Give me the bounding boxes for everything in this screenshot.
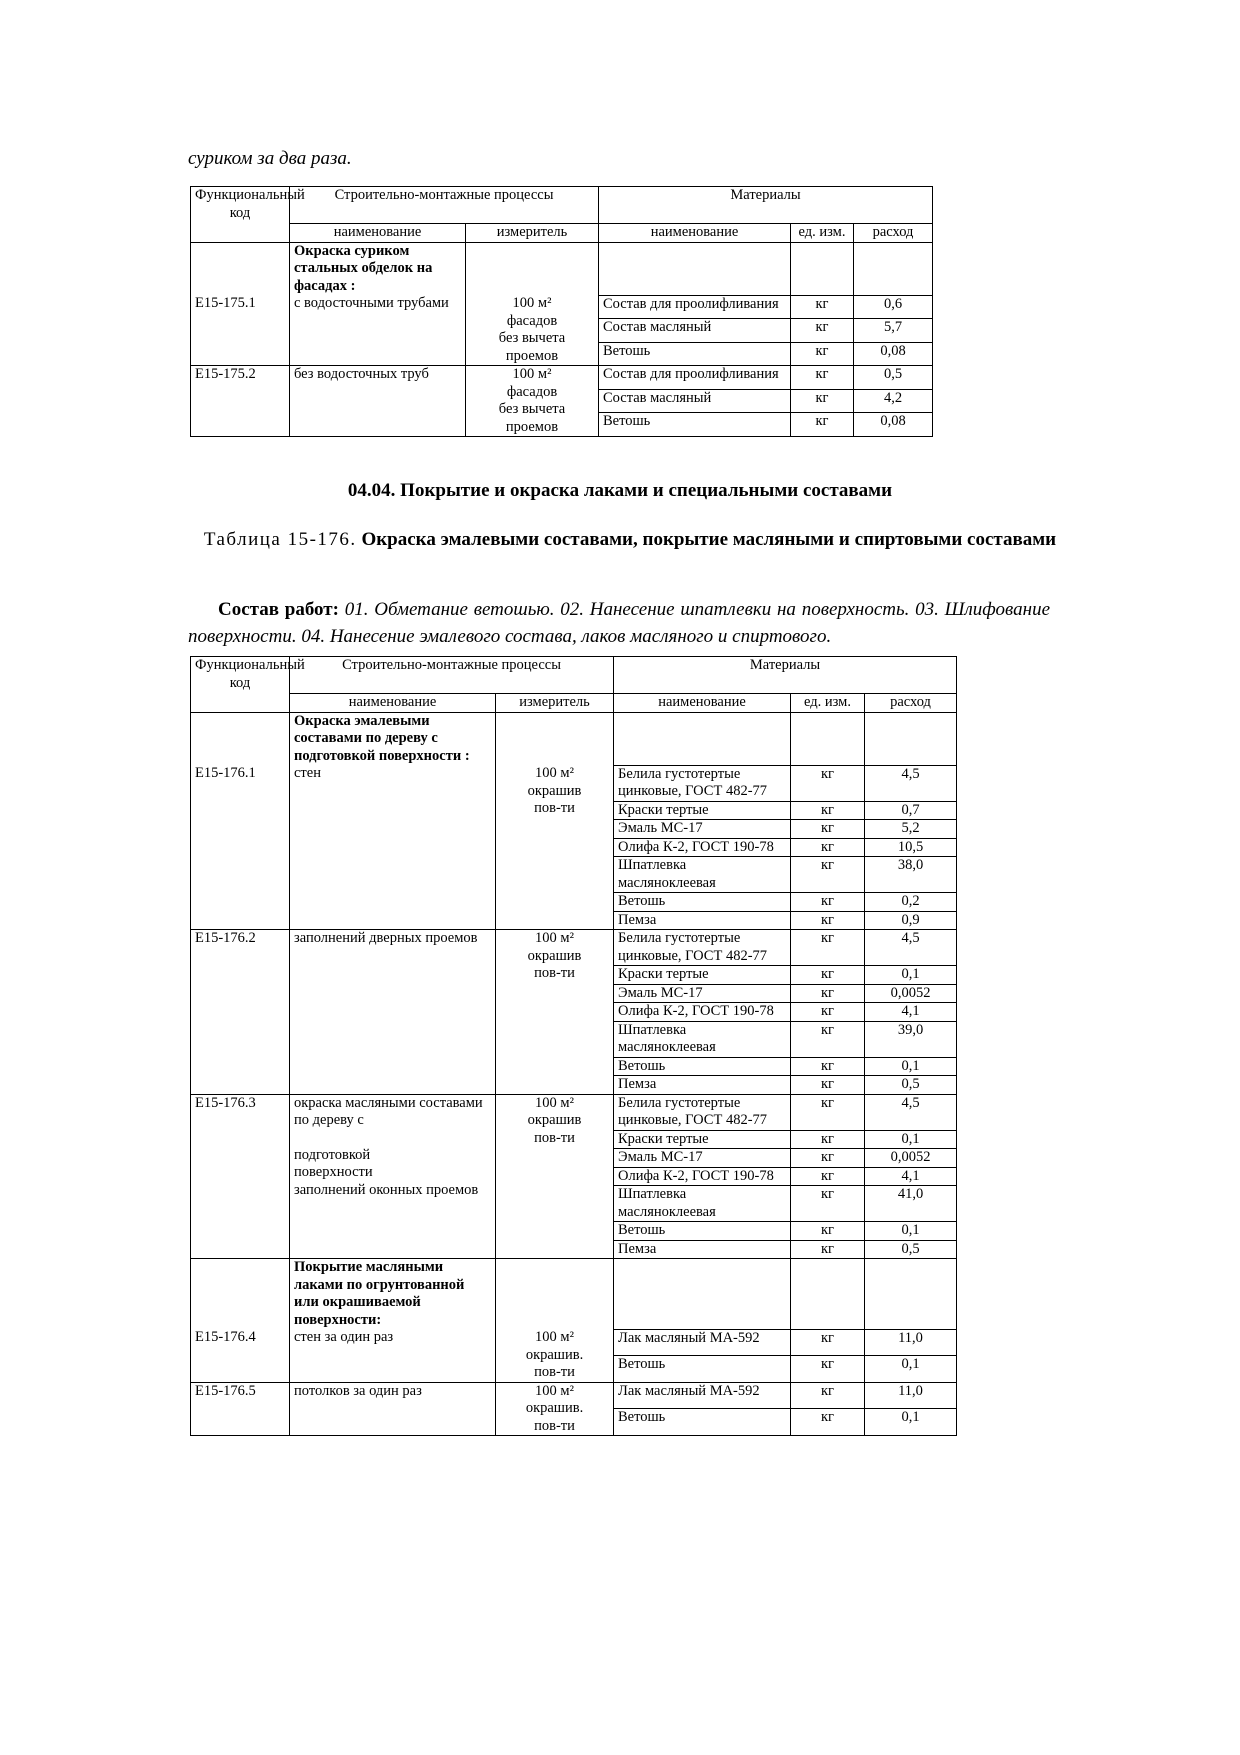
header-usage: расход [865, 694, 957, 713]
table-body [191, 242, 933, 437]
header-name: наименование [290, 224, 466, 243]
table-row-title [191, 242, 933, 295]
table-15-175 [190, 186, 933, 437]
unit-cell [791, 1259, 865, 1330]
code-cell: Е15-176.3 [191, 1094, 290, 1259]
meter-line: окрашив [527, 947, 582, 964]
table-row-title [191, 1259, 957, 1330]
header-unit: ед. изм. [791, 694, 865, 713]
usage-cell: 4,5 [865, 765, 957, 801]
unit-cell [791, 242, 854, 295]
unit-cell: кг [791, 1240, 865, 1259]
unit-cell: кг [791, 893, 865, 912]
process-name: окраска масляными составами по дереву с [294, 1094, 483, 1128]
meter-line: окрашив. [525, 1400, 584, 1416]
usage-cell: 0,5 [865, 1240, 957, 1259]
group-title: Окраска эмалевыми составами по дереву с подготовкой поверхности : [294, 712, 470, 764]
unit-cell: кг [791, 857, 865, 893]
material-name-cell: Олифа К-2, ГОСТ 190-78 [614, 838, 791, 857]
meter-line: без вычета [498, 401, 566, 417]
table-title-name: Окраска эмалевыми составами, покрытие масляными и спиртовыми составами [361, 529, 1057, 550]
table-row [191, 1329, 957, 1356]
material-name-cell: Состав масляный [599, 319, 791, 343]
usage-cell: 0,9 [865, 911, 957, 930]
material-name-cell: Ветошь [614, 1222, 791, 1241]
unit-cell: кг [791, 366, 854, 390]
material-name-cell [614, 1259, 791, 1330]
unit-cell: кг [791, 930, 865, 966]
material-name-cell: Краски тертые [614, 1130, 791, 1149]
unit-cell: кг [791, 801, 865, 820]
meter-line: окрашив. [525, 1346, 584, 1363]
meter-line: проемов [505, 418, 559, 435]
unit-cell: кг [791, 911, 865, 930]
unit-cell: кг [791, 1076, 865, 1095]
process-name-cell [290, 366, 466, 437]
code-cell: Е15-175.2 [191, 366, 290, 437]
usage-cell: 0,0052 [865, 984, 957, 1003]
header-code: Функциональный код [191, 657, 290, 713]
usage-cell: 39,0 [865, 1021, 957, 1057]
unit-cell: кг [791, 1003, 865, 1022]
meter-line: окрашив [527, 782, 582, 799]
material-name-cell: Олифа К-2, ГОСТ 190-78 [614, 1003, 791, 1022]
table-title-prefix: Таблица 15-176. [203, 529, 357, 550]
usage-cell: 41,0 [865, 1186, 957, 1222]
unit-cell: кг [791, 1149, 865, 1168]
header-usage: расход [854, 224, 933, 243]
meter-line: пов-ти [534, 800, 575, 816]
usage-cell: 0,2 [865, 893, 957, 912]
meter-cell [496, 712, 614, 765]
meter-cell [496, 1094, 614, 1259]
table-row [191, 930, 957, 966]
unit-cell: кг [791, 765, 865, 801]
unit-cell: кг [791, 820, 865, 839]
code-cell: Е15-176.5 [191, 1382, 290, 1436]
process-name: заполнений дверных проемов [294, 930, 478, 946]
material-name-cell [599, 242, 791, 295]
material-name-cell: Шпатлевка масляноклеевая [614, 857, 791, 893]
code-cell: Е15-175.1 [191, 295, 290, 366]
unit-cell: кг [791, 1094, 865, 1130]
material-name-cell: Белила густотертые цинковые, ГОСТ 482-77 [614, 930, 791, 966]
process-name: без водосточных труб [294, 366, 429, 382]
unit-cell: кг [791, 295, 854, 319]
unit-cell: кг [791, 1222, 865, 1241]
process-name-extra: подготовкой [294, 1146, 371, 1163]
intro-text: суриком за два раза. [188, 148, 352, 169]
header-name: наименование [290, 694, 496, 713]
meter-cell [466, 242, 599, 295]
unit-cell: кг [791, 1021, 865, 1057]
material-name-cell: Пемза [614, 1076, 791, 1095]
table-row [191, 295, 933, 319]
work-composition [188, 596, 1050, 650]
usage-cell: 4,1 [865, 1167, 957, 1186]
process-name-cell [290, 1382, 496, 1436]
material-name-cell: Состав для проолифливания [599, 366, 791, 390]
unit-cell: кг [791, 1382, 865, 1409]
material-name-cell: Ветошь [614, 1057, 791, 1076]
unit-cell: кг [791, 838, 865, 857]
code-cell: Е15-176.1 [191, 765, 290, 930]
usage-cell: 4,1 [865, 1003, 957, 1022]
material-name-cell [614, 712, 791, 765]
meter-line: фасадов [506, 383, 558, 400]
meter-line: 100 м² [512, 366, 552, 382]
material-name-cell: Шпатлевка масляноклеевая [614, 1021, 791, 1057]
meter-cell [496, 930, 614, 1095]
unit-cell [791, 712, 865, 765]
unit-cell: кг [791, 389, 854, 413]
usage-cell: 5,7 [854, 319, 933, 343]
usage-cell: 0,7 [865, 801, 957, 820]
header-materials: Материалы [599, 187, 933, 224]
unit-cell: кг [791, 1057, 865, 1076]
group-title-cell [290, 242, 466, 295]
usage-cell: 0,5 [854, 366, 933, 390]
group-title: Покрытие масляными лаками по огрунтованной или окрашиваемой поверхности: [294, 1259, 465, 1328]
group-title: Окраска суриком стальных обделок на фасадах : [294, 242, 433, 294]
process-name: стен [294, 765, 321, 781]
meter-line: пов-ти [534, 1364, 575, 1380]
meter-cell [466, 295, 599, 366]
usage-cell: 0,1 [865, 1409, 957, 1436]
header-materials: Материалы [614, 657, 957, 694]
material-name-cell: Ветошь [599, 342, 791, 366]
header-meter: измеритель [466, 224, 599, 243]
material-name-cell: Ветошь [614, 893, 791, 912]
meter-cell [496, 765, 614, 930]
material-name-cell: Белила густотертые цинковые, ГОСТ 482-77 [614, 1094, 791, 1130]
process-name-cell [290, 1094, 496, 1259]
material-name-cell: Ветошь [614, 1409, 791, 1436]
unit-cell: кг [791, 1329, 865, 1356]
meter-line: 100 м² [535, 1094, 574, 1111]
usage-cell: 0,08 [854, 413, 933, 437]
meter-line: пов-ти [534, 965, 575, 981]
meter-line: 100 м² [535, 765, 574, 781]
group-title-cell [290, 1259, 496, 1330]
meter-cell [496, 1259, 614, 1330]
material-name-cell: Эмаль МС-17 [614, 1149, 791, 1168]
material-name-cell: Пемза [614, 1240, 791, 1259]
meter-line: проемов [505, 347, 559, 364]
header-material-name: наименование [614, 694, 791, 713]
material-name-cell: Эмаль МС-17 [614, 984, 791, 1003]
code-cell: Е15-176.4 [191, 1329, 290, 1382]
process-name-cell [290, 1329, 496, 1382]
material-name-cell: Эмаль МС-17 [614, 820, 791, 839]
material-name-cell: Состав для проолифливания [599, 295, 791, 319]
usage-cell: 5,2 [865, 820, 957, 839]
header-code: Функциональный код [191, 187, 290, 243]
usage-cell [865, 1259, 957, 1330]
table-body [191, 712, 957, 1436]
unit-cell: кг [791, 413, 854, 437]
usage-cell: 0,1 [865, 1057, 957, 1076]
meter-line: без вычета [498, 330, 566, 346]
process-name-cell [290, 295, 466, 366]
unit-cell: кг [791, 319, 854, 343]
table-row [191, 1382, 957, 1409]
meter-line: 100 м² [535, 1382, 574, 1399]
process-name: потолков за один раз [294, 1382, 422, 1399]
work-text: 01. Обметание ветошью. 02. Нанесение шпатлевки на поверхность. 03. Шлифование поверхности. 04. Нанесение эмалевого состава, лаков масляного и спиртового. [188, 599, 1050, 647]
meter-line: 100 м² [535, 1329, 574, 1345]
material-name-cell: Шпатлевка масляноклеевая [614, 1186, 791, 1222]
meter-line: 100 м² [512, 295, 552, 311]
process-name-cell [290, 930, 496, 1095]
unit-cell: кг [791, 1130, 865, 1149]
usage-cell: 0,5 [865, 1076, 957, 1095]
code-cell [191, 712, 290, 765]
material-name-cell: Ветошь [599, 413, 791, 437]
unit-cell: кг [791, 1409, 865, 1436]
process-name-extra: заполнений оконных проемов [294, 1181, 479, 1198]
unit-cell: кг [791, 1167, 865, 1186]
unit-cell: кг [791, 984, 865, 1003]
meter-line: пов-ти [534, 1129, 575, 1146]
meter-line: пов-ти [534, 1417, 575, 1434]
usage-cell: 11,0 [865, 1382, 957, 1409]
usage-cell: 4,5 [865, 930, 957, 966]
usage-cell [865, 712, 957, 765]
material-name-cell: Ветошь [614, 1356, 791, 1383]
table-row [191, 765, 957, 801]
unit-cell: кг [791, 1186, 865, 1222]
material-name-cell: Олифа К-2, ГОСТ 190-78 [614, 1167, 791, 1186]
usage-cell: 0,1 [865, 966, 957, 985]
usage-cell: 0,0052 [865, 1149, 957, 1168]
meter-cell [496, 1329, 614, 1382]
usage-cell: 0,08 [854, 342, 933, 366]
meter-line: 100 м² [535, 930, 574, 946]
process-name: стен за один раз [294, 1329, 394, 1345]
material-name-cell: Лак масляный МА-592 [614, 1329, 791, 1356]
process-name-extra: поверхности [294, 1164, 373, 1180]
table-row [191, 366, 933, 390]
header-material-name: наименование [599, 224, 791, 243]
material-name-cell: Состав масляный [599, 389, 791, 413]
meter-line: окрашив [527, 1112, 582, 1128]
group-title-cell [290, 712, 496, 765]
usage-cell: 0,1 [865, 1222, 957, 1241]
code-cell [191, 242, 290, 295]
header-processes: Строительно-монтажные процессы [290, 187, 599, 224]
unit-cell: кг [791, 966, 865, 985]
table-row [191, 1094, 957, 1130]
table-title [200, 528, 1060, 552]
code-cell [191, 1259, 290, 1330]
header-processes: Строительно-монтажные процессы [290, 657, 614, 694]
unit-cell: кг [791, 1356, 865, 1383]
process-name: с водосточными трубами [294, 295, 449, 311]
material-name-cell: Белила густотертые цинковые, ГОСТ 482-77 [614, 765, 791, 801]
unit-cell: кг [791, 342, 854, 366]
usage-cell: 38,0 [865, 857, 957, 893]
material-name-cell: Лак масляный МА-592 [614, 1382, 791, 1409]
work-label: Состав работ: [218, 599, 339, 620]
usage-cell: 0,6 [854, 295, 933, 319]
meter-cell [496, 1382, 614, 1436]
usage-cell: 0,1 [865, 1356, 957, 1383]
code-cell: Е15-176.2 [191, 930, 290, 1095]
usage-cell: 4,5 [865, 1094, 957, 1130]
table-15-176 [190, 656, 957, 1436]
meter-line: фасадов [506, 312, 558, 329]
usage-cell: 4,2 [854, 389, 933, 413]
usage-cell: 11,0 [865, 1329, 957, 1356]
section-title: 04.04. Покрытие и окраска лаками и специальными составами [347, 480, 893, 501]
meter-cell [466, 366, 599, 437]
material-name-cell: Краски тертые [614, 801, 791, 820]
process-name-cell [290, 765, 496, 930]
header-unit: ед. изм. [791, 224, 854, 243]
usage-cell [854, 242, 933, 295]
material-name-cell: Пемза [614, 911, 791, 930]
usage-cell: 0,1 [865, 1130, 957, 1149]
material-name-cell: Краски тертые [614, 966, 791, 985]
table-row-title [191, 712, 957, 765]
header-meter: измеритель [496, 694, 614, 713]
usage-cell: 10,5 [865, 838, 957, 857]
